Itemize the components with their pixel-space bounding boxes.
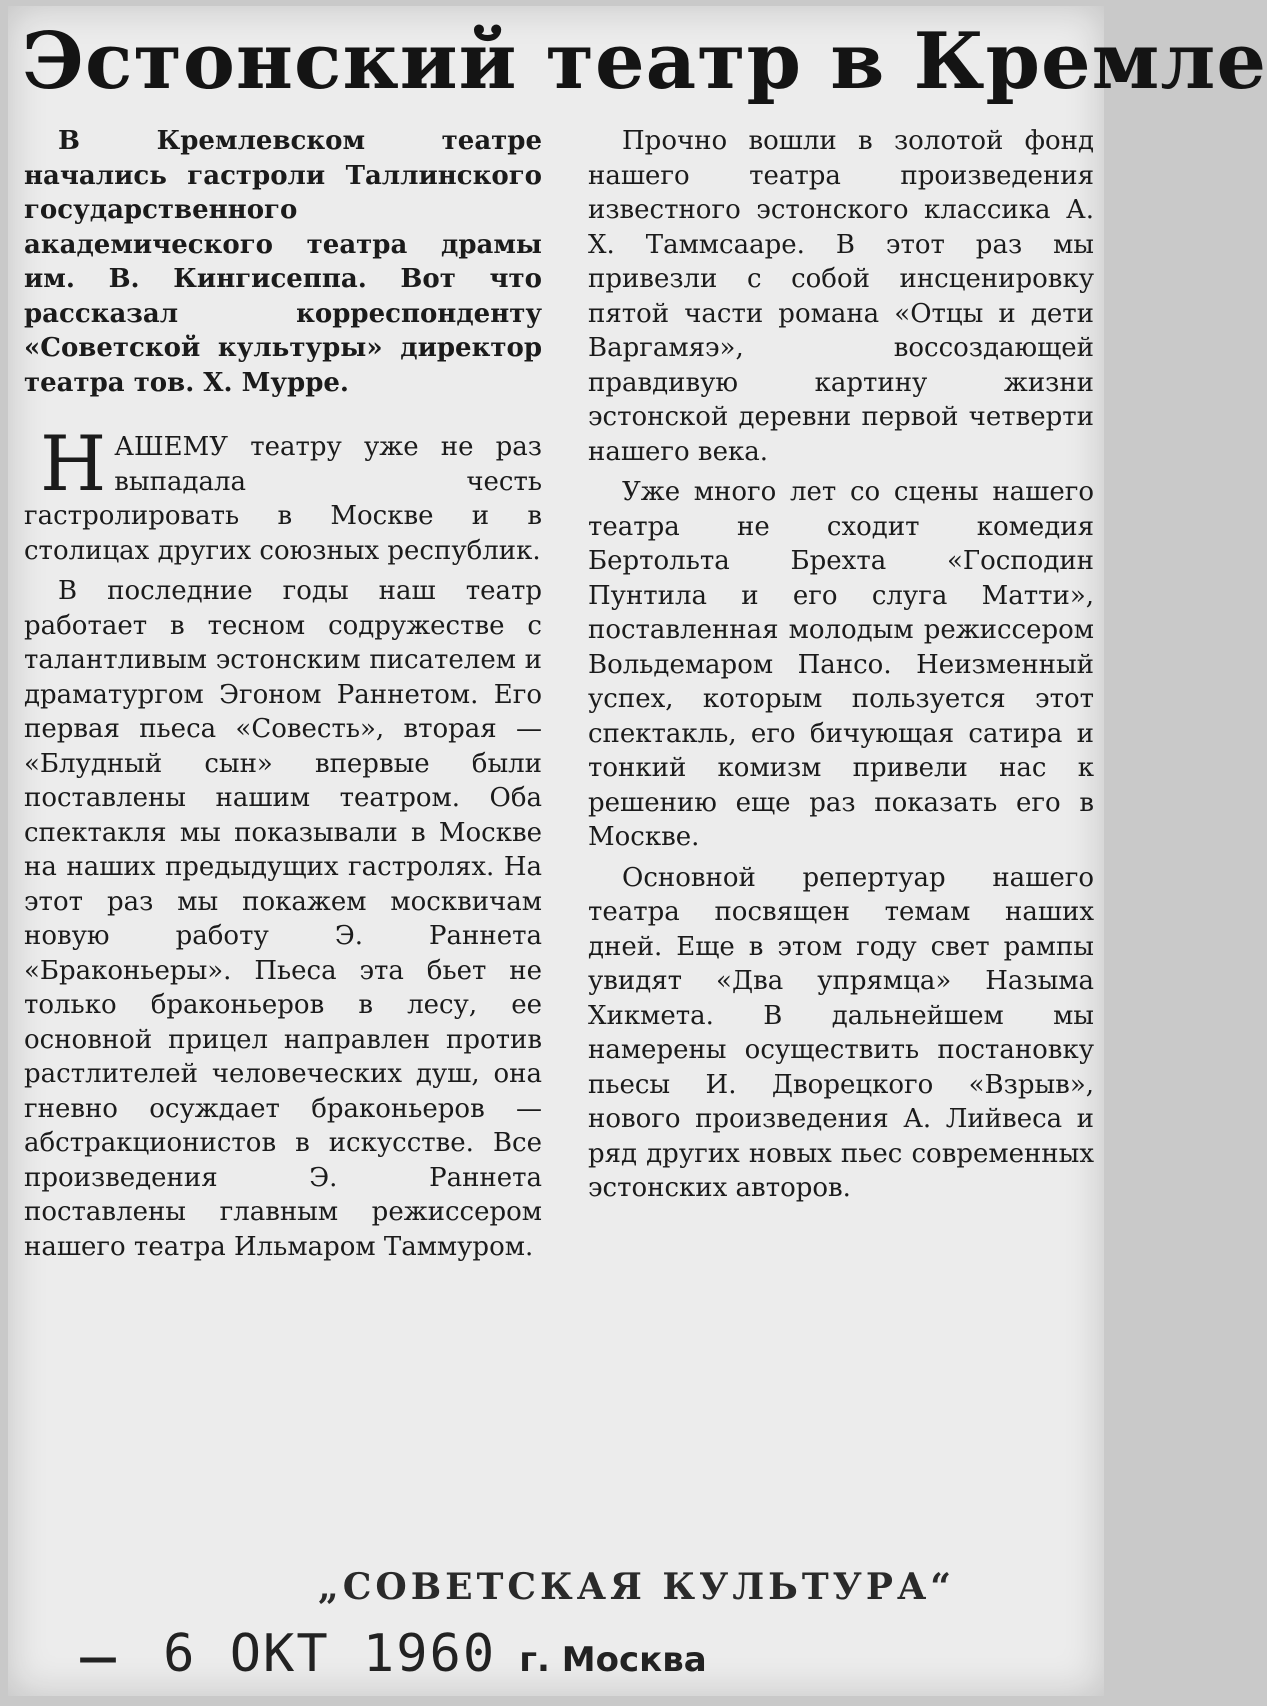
article-paragraph-5: Основной репертуар нашего театра посвящен темам наших дней. Еще в этом году свет рампы увидят «Два упрямца» Назыма Хикмета. В дальнейшем мы намерены осуществить постановку пьесы И. Дворецкого «Взрыв», нового произведения А. Лийвеса и ряд других новых пьес современных эстонских авторов. [588,862,1094,1203]
article-paragraph-2: В последние годы наш театр работает в тесном содружестве с талантливым эстонским писателем и драматургом Эгоном Раннетом. Его первая пьеса «Совесть», вторая — «Блудный сын» впервые были поставлены нашим театром. Оба спектакля мы показывали в Москве на наших предыдущих гастролях. На этот раз мы покажем москвичам новую работу Э. Раннета «Браконьеры». Пьеса эта бьет не только браконьеров в лесу, ее основной прицел направлен против растлителей человеческих душ, она гневно осуждает браконьеров — абстракционистов в искусстве. Все произведения Э. Раннета поставлены главным режиссером нашего театра Ильмаром Таммуром. [24,576,542,1262]
date-stamp [78,1624,707,1684]
article-paragraph-1 [24,419,542,568]
stamp-date: 6 ОКТ 1960 [163,1624,497,1684]
paragraph-text: театру уже не раз выпадала честь гастролировать в Москве и в столицах других союзных республик. [24,432,542,566]
stamp-city: г. Москва [519,1640,707,1680]
drop-cap: Н [40,419,107,508]
source-newspaper-name: „СОВЕТСКАЯ КУЛЬТУРА“ [318,1566,955,1608]
drop-cap-word-rest: АШЕМУ [114,432,229,462]
left-column [24,124,542,1270]
lead-paragraph: В Кремлевском театре начались гастроли Таллинского государственного академического театра драмы им. В. Кингисеппа. Вот что рассказал корреспонденту «Советской культуры» директор театра тов. Х. Мурре. [24,126,542,398]
right-column [588,124,1094,1212]
headline: Эстонский театр в Кремле [22,16,1267,107]
article-paragraph-4: Уже много лет со сцены нашего театра не сходит комедия Бертольта Брехта «Господин Пунтила и его слуга Матти», поставленная молодым режиссером Вольдемаром Пансо. Неизменный успех, которым пользуется этот спектакль, его бичующая сатира и тонкий комизм привели нас к решению еще раз показать его в Москве. [588,477,1094,852]
newspaper-clipping [8,6,1267,1696]
article-paragraph-3: Прочно вошли в золотой фонд нашего театра произведения известного эстонского классика А. Х. Таммсааре. В этот раз мы привезли с собой инсценировку пятой части романа «Отцы и дети Варгамяэ», воссоздающей правдивую картину жизни эстонской деревни первой четверти нашего века. [588,126,1094,467]
stamp-dash: — [78,1635,118,1681]
